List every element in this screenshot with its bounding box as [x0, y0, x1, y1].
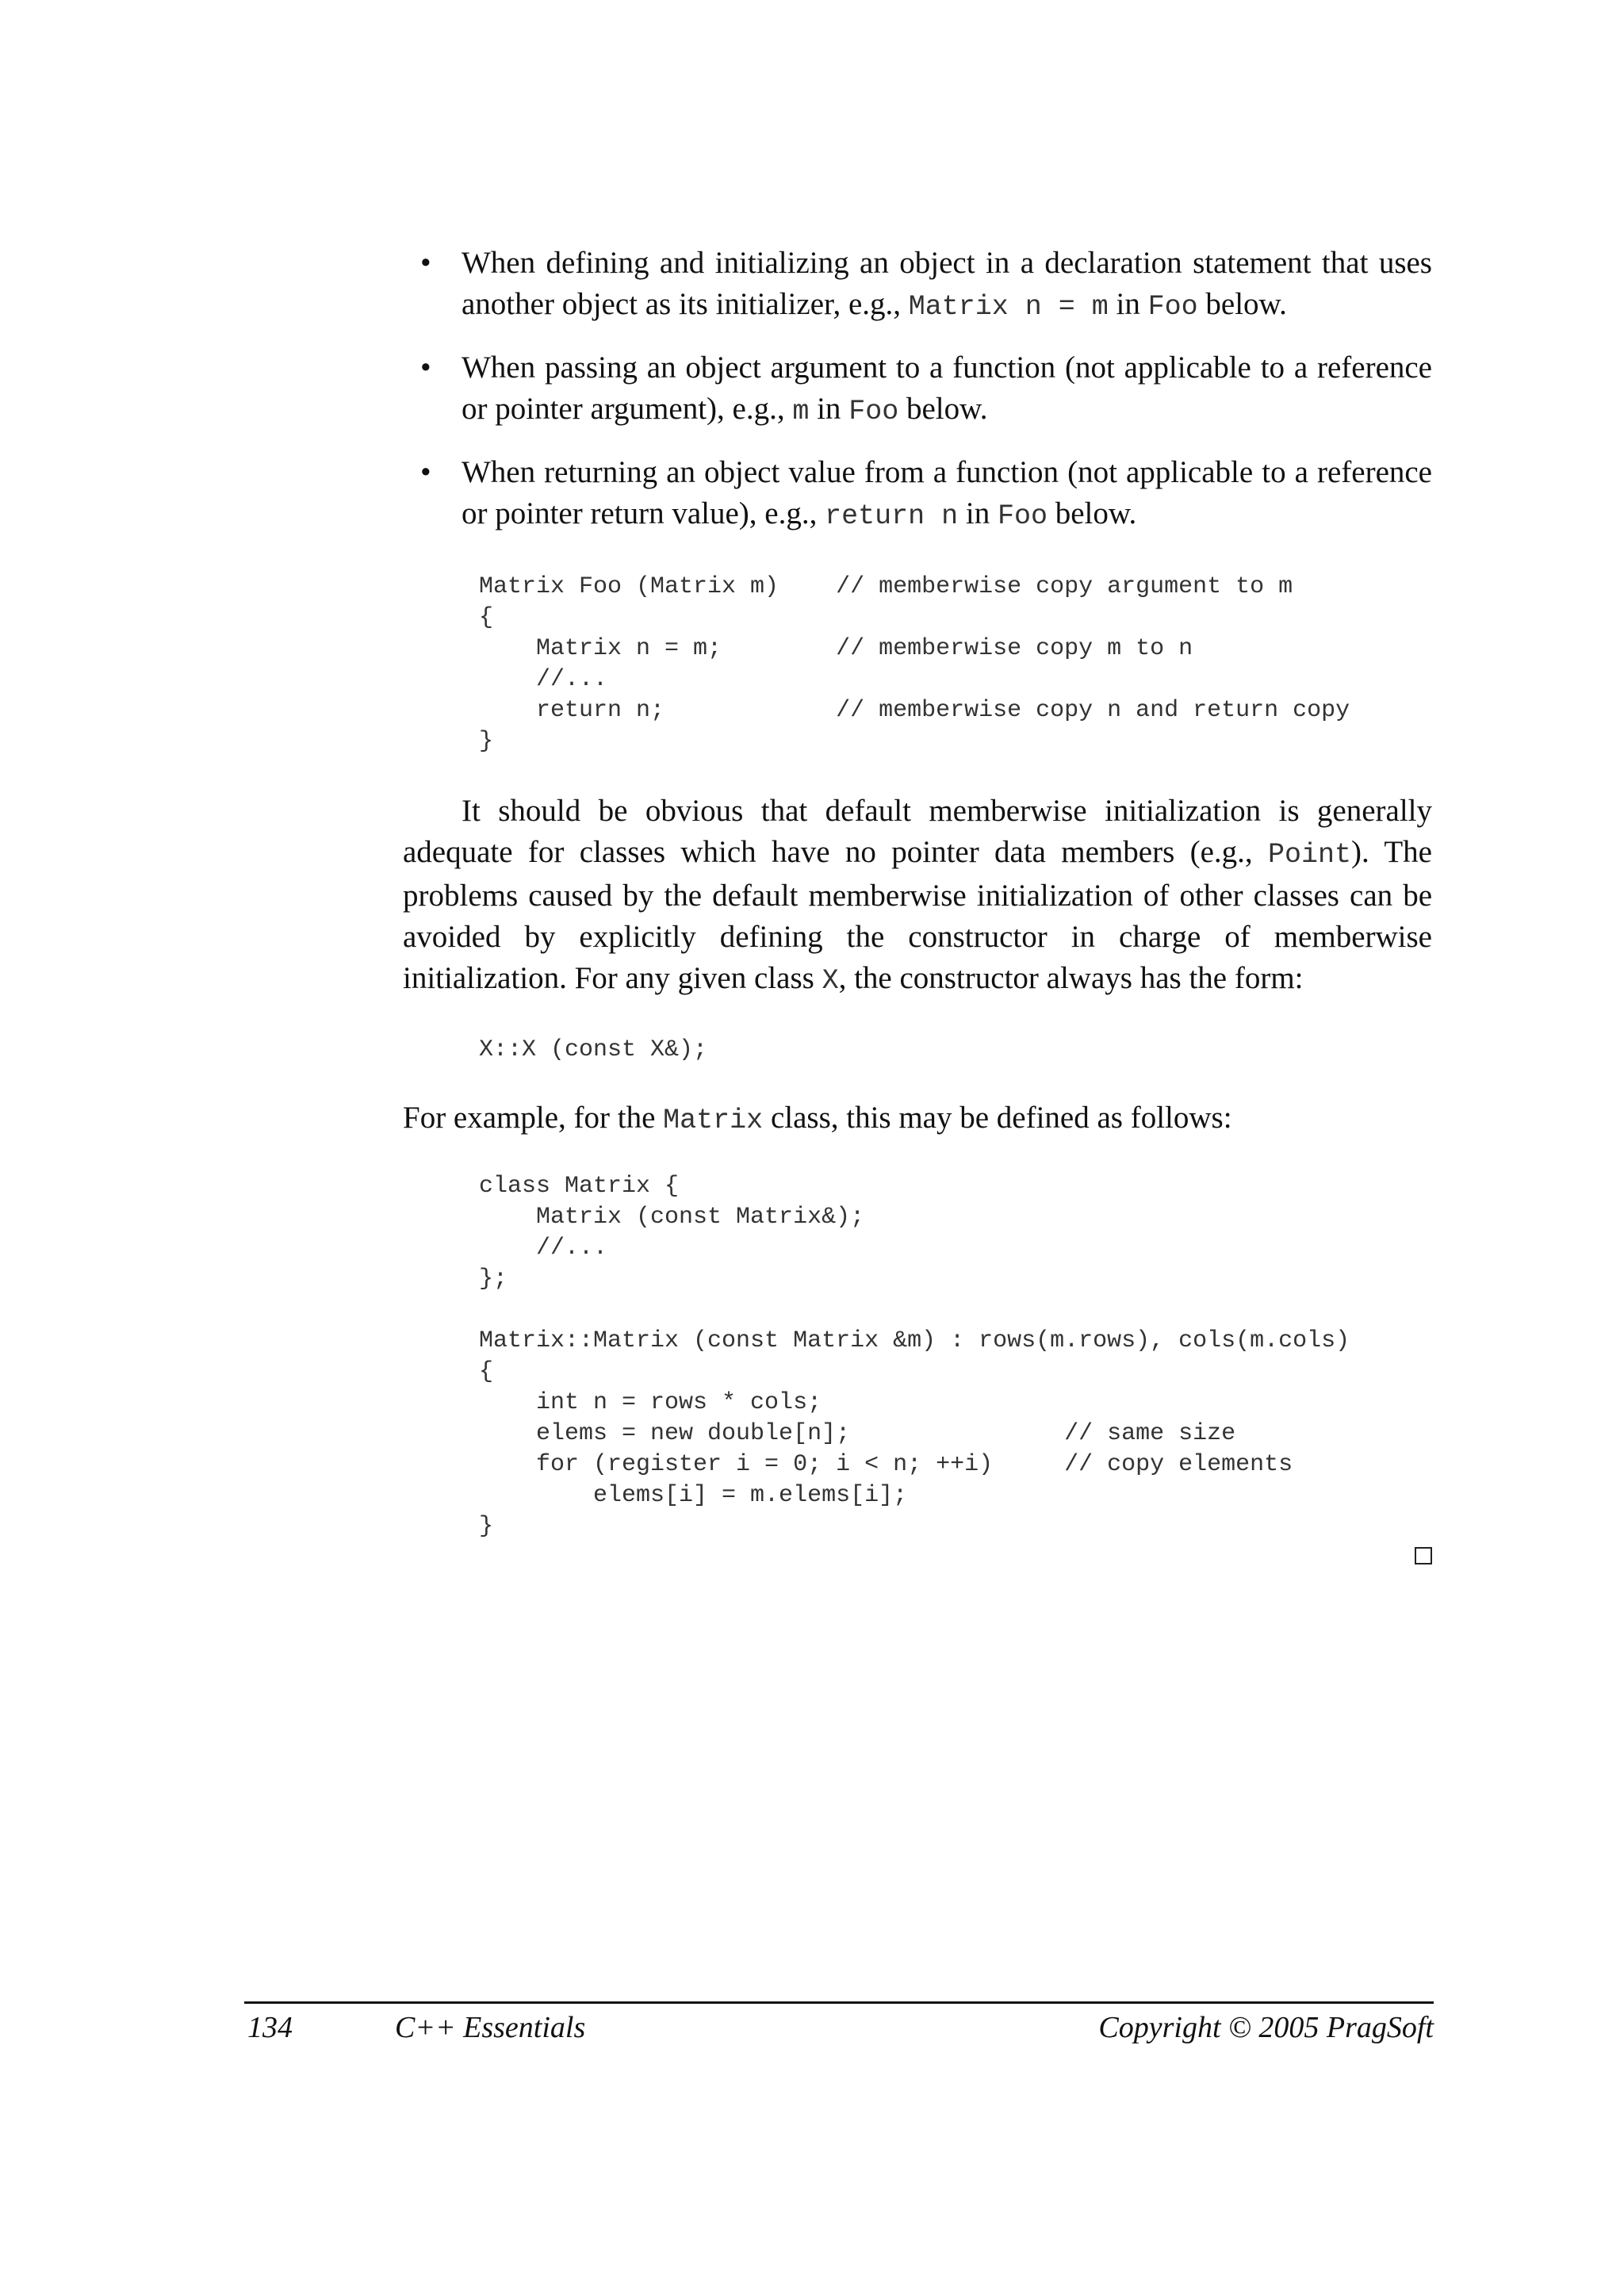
code-block-matrix-class: class Matrix { Matrix (const Matrix&); //... }; Matrix::Matrix (const Matrix &m) : rows(m.rows), cols(m.cols) { int n = rows * cols; elems = new double[n]; // same size for (register i = 0; i < n; ++i) // copy elements elems[i] = m.elems[i]; }	[479, 1173, 1350, 1540]
paragraph-memberwise	[403, 791, 1432, 1001]
inline-code: return n	[825, 500, 959, 532]
text-run: It should be obvious that default memberwise initialization is generally adequate for classes which have no pointer data members (e.g.,	[403, 794, 1432, 869]
page-number: 134	[247, 2011, 293, 2044]
text-run: below.	[1047, 496, 1137, 530]
text-run: , the constructor always has the form:	[838, 961, 1304, 995]
inline-code: Foo	[997, 500, 1048, 532]
bullet-glyph: •	[420, 350, 431, 385]
text-run: When returning an object value from a function (not applicable to a reference or pointer return value), e.g.,	[462, 455, 1432, 530]
page-footer	[244, 2008, 1434, 2055]
inline-code: Matrix n = m	[908, 291, 1109, 323]
text-run: below.	[898, 392, 988, 426]
inline-code: Foo	[1147, 291, 1198, 323]
bullet-list	[403, 243, 1432, 537]
inline-code: Matrix	[663, 1105, 764, 1136]
text-run: ). The problems caused by the default memberwise initialization of other classes can be avoided by explicitly defining the constructor in charge of memberwise initialization. For any given class	[403, 835, 1432, 995]
end-of-example-mark	[1415, 1547, 1432, 1564]
text-run: below.	[1197, 287, 1287, 321]
page-body	[403, 243, 1432, 1564]
text-run: For example, for the	[403, 1101, 664, 1135]
bullet-item	[403, 243, 1432, 327]
code-block-constructor-form: X::X (const X&);	[479, 1036, 708, 1063]
text-run: class, this may be defined as follows:	[763, 1101, 1232, 1135]
bullet-item	[403, 452, 1432, 537]
copyright-notice: Copyright © 2005 PragSoft	[1098, 2011, 1434, 2044]
book-title: C++ Essentials	[395, 2011, 586, 2044]
inline-code: m	[792, 396, 810, 427]
inline-code: Point	[1267, 839, 1351, 871]
bullet-item	[403, 347, 1432, 432]
bullet-glyph: •	[420, 455, 431, 489]
inline-code: Foo	[848, 396, 899, 427]
text-run: in	[958, 496, 998, 530]
paragraph-example	[403, 1097, 1432, 1141]
bullet-text	[462, 246, 1432, 321]
bullet-glyph: •	[420, 246, 431, 280]
inline-code: X	[822, 965, 839, 997]
bullet-text	[462, 455, 1432, 530]
text-run: When passing an object argument to a function (not applicable to a reference or pointer argument), e.g.,	[462, 350, 1432, 426]
text-run: in	[1108, 287, 1148, 321]
footer-rule	[244, 2001, 1434, 2004]
code-block-foo: Matrix Foo (Matrix m) // memberwise copy argument to m { Matrix n = m; // memberwise copy m to n //... return n; // memberwise copy n and return copy }	[479, 573, 1350, 755]
bullet-text	[462, 350, 1432, 426]
text-run: in	[809, 392, 849, 426]
text-run: When defining and initializing an object in a declaration statement that uses another object as its initializer, e.g.,	[462, 246, 1432, 321]
